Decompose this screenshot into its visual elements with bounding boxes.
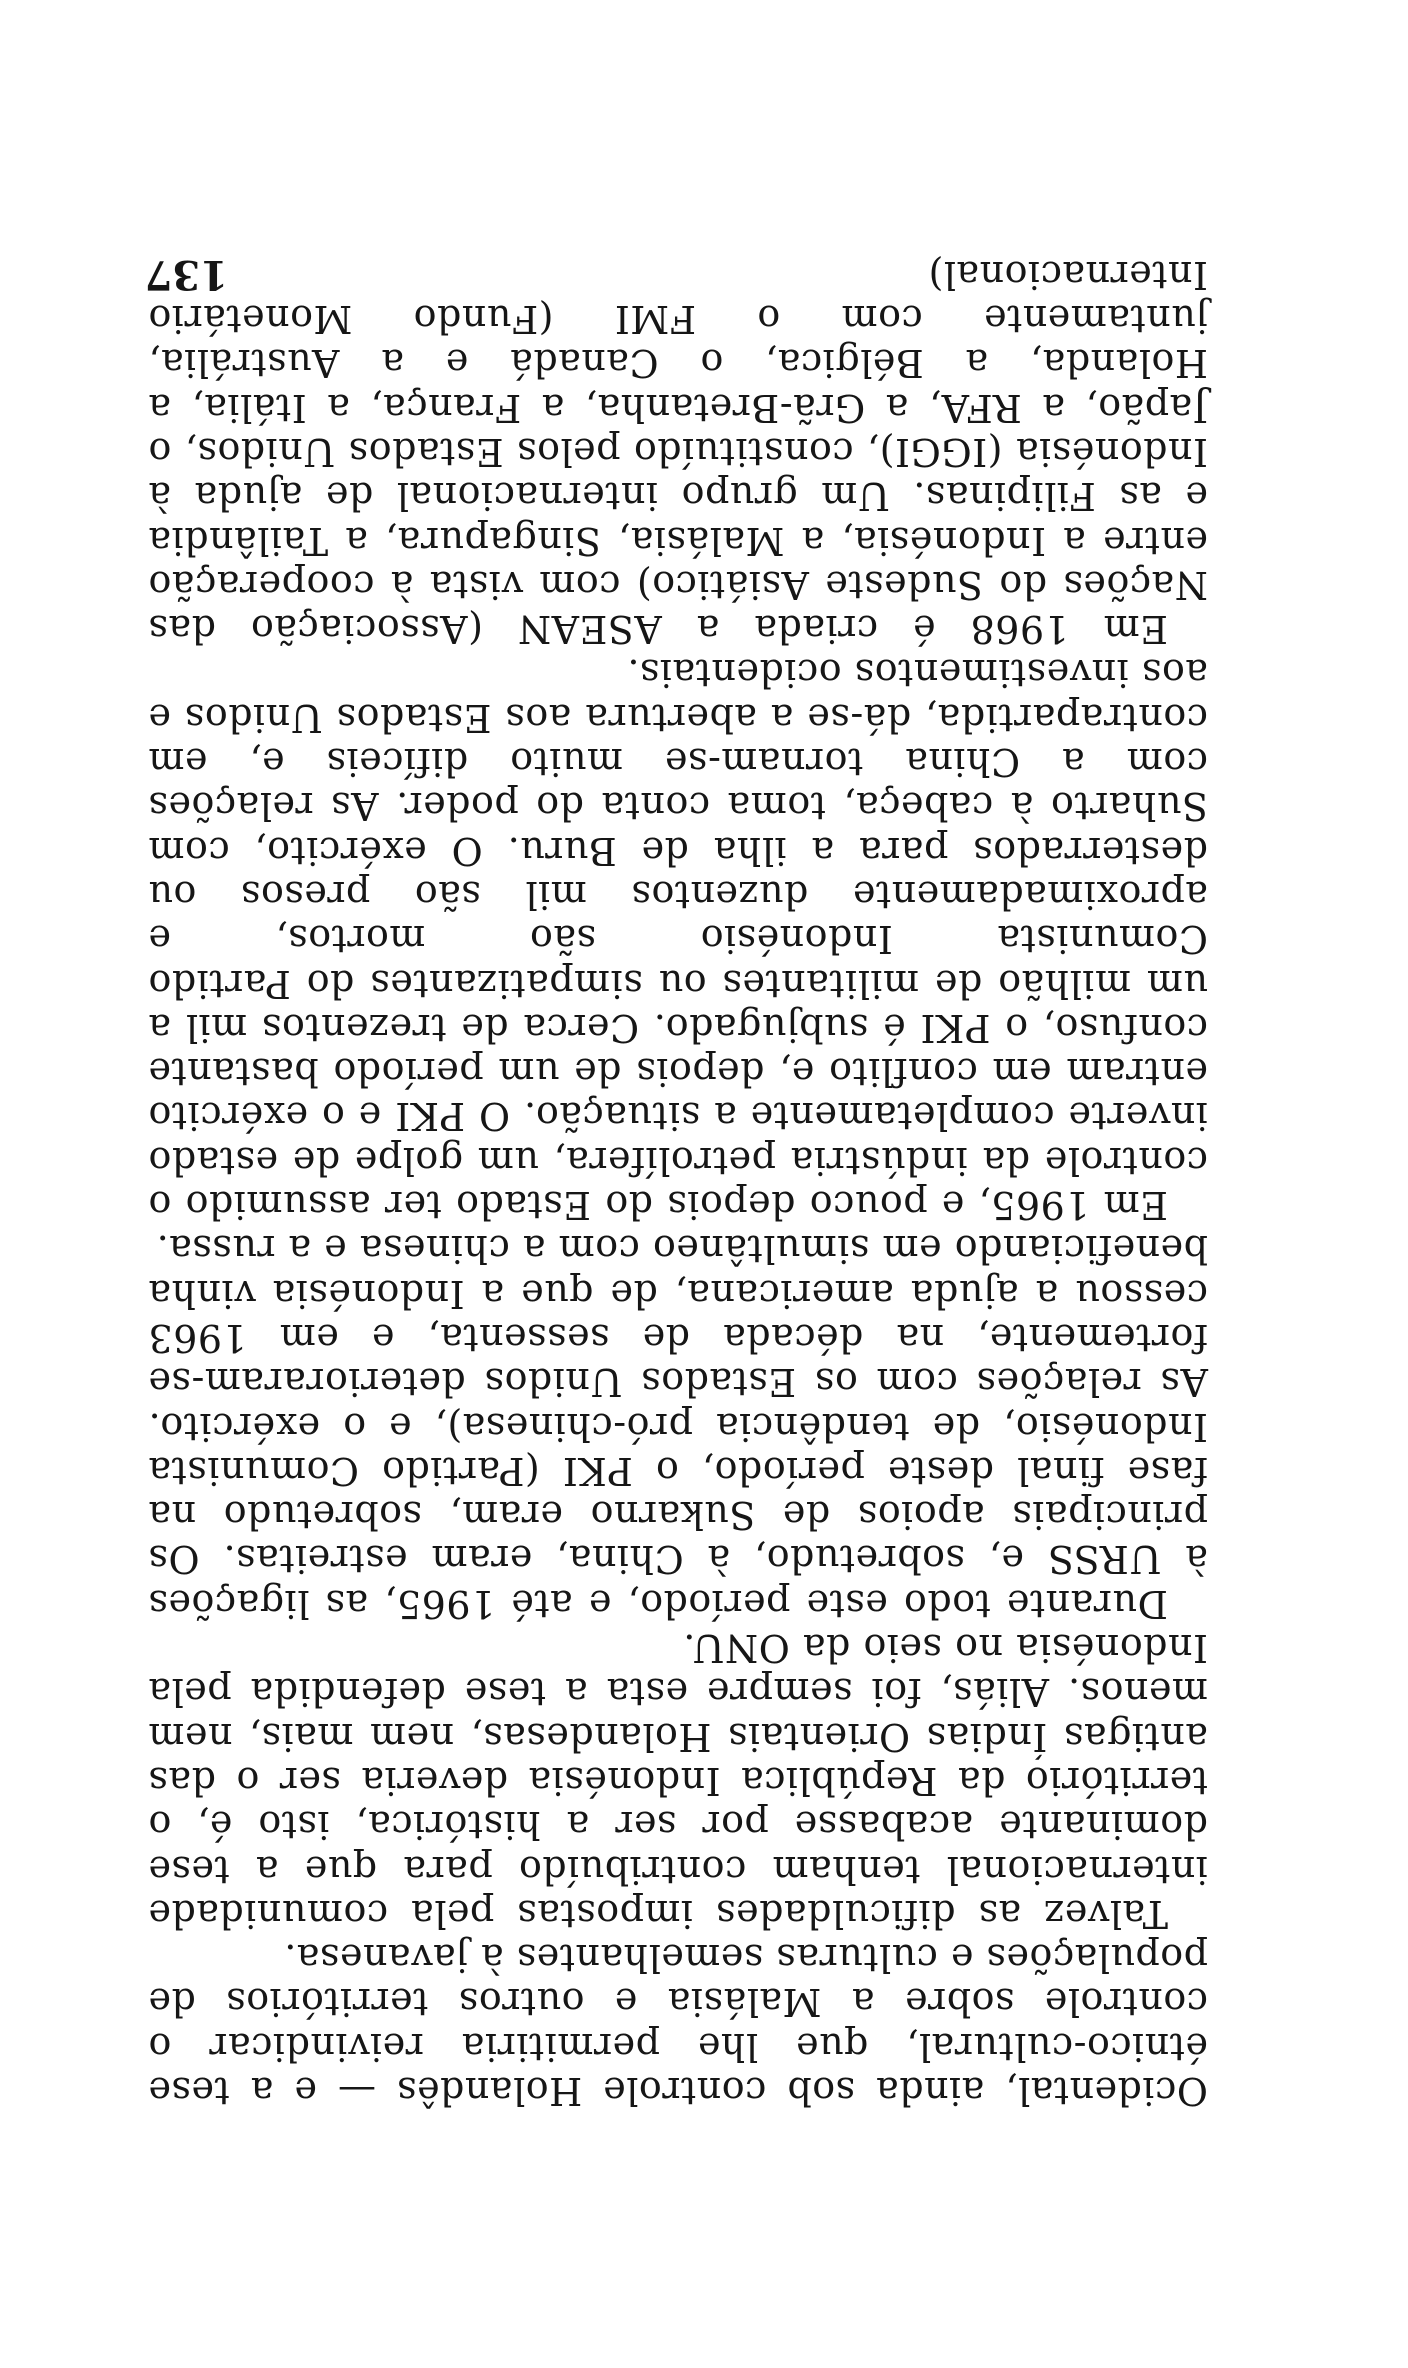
page-number: 137 <box>144 251 228 298</box>
paragraph-continued: Ocidental, ainda sob controle Holandês — e a tese étnico-cultural, que lhe permitiria reivindicar o controle sobre a Malásia e outros territórios de populações e culturas semelhantes à javanesa. <box>148 1936 1208 2113</box>
paragraph: Durante todo este período, e até 1965, as ligações à URSS e, sobretudo, à China, eram estreitas. Os principais apoios de Sukarno eram, sobretudo na fase final deste período, o PKI (Partido Comunista Indonésio, de tendência pró-chinesa), e o exército. As relações com os Estados Unidos deterioraram-se fortemente, na década de sessenta, e em 1963 cessou a ajuda americana, de que a Indonésia vinha beneficiando em simultâneo com a chinesa e a russa. <box>148 1227 1208 1626</box>
body-text <box>144 251 1208 2113</box>
paragraph: Talvez as dificuldades impostas pela comunidade internacional tenham contribuído para que a tese dominante acabasse por ser a histórica, isto é, o território da República Indonésia deveria ser o das antigas Índias Orientais Holandesas, nem mais, nem menos. Aliás, foi sempre esta a tese defendida pela Indonésia no seio da ONU. <box>148 1626 1208 1936</box>
paragraph: Em 1965, e pouco depois do Estado ter assumido o controle da indústria petrolífera, um golpe de estado inverte completamente a situação. O PKI e o exército entram em conflito e, depois de um período bastante confuso, o PKI é subjugado. Cerca de trezentos mil a um milhão de militantes ou simpatizantes do Partido Comunista Indonésio são mortos, e aproximadamente duzentos mil são presos ou desterrados para a ilha de Buru. O exército, com Suharto à cabeça, toma conta do poder. As relações com a China tornam-se muito difíceis e, em contrapartida, dá-se a abertura aos Estados Unidos e aos investimentos ocidentais. <box>148 651 1208 1228</box>
paragraph: Em 1968 é criada a ASEAN (Associação das Nações do Sudeste Asiático) com vista à cooperação entre a Indonésia, a Malásia, Singapura, a Tailândia e as Filipinas. Um grupo internacional de ajuda à Indonésia (IGGI), constituído pelos Estados Unidos, o Japão, a RFA, a Grã-Bretanha, a França, a Itália, a Holanda, a Bélgica, o Canadá e a Austrália, juntamente com o FMI (Fundo Monetário Internacional) <box>148 252 1208 652</box>
